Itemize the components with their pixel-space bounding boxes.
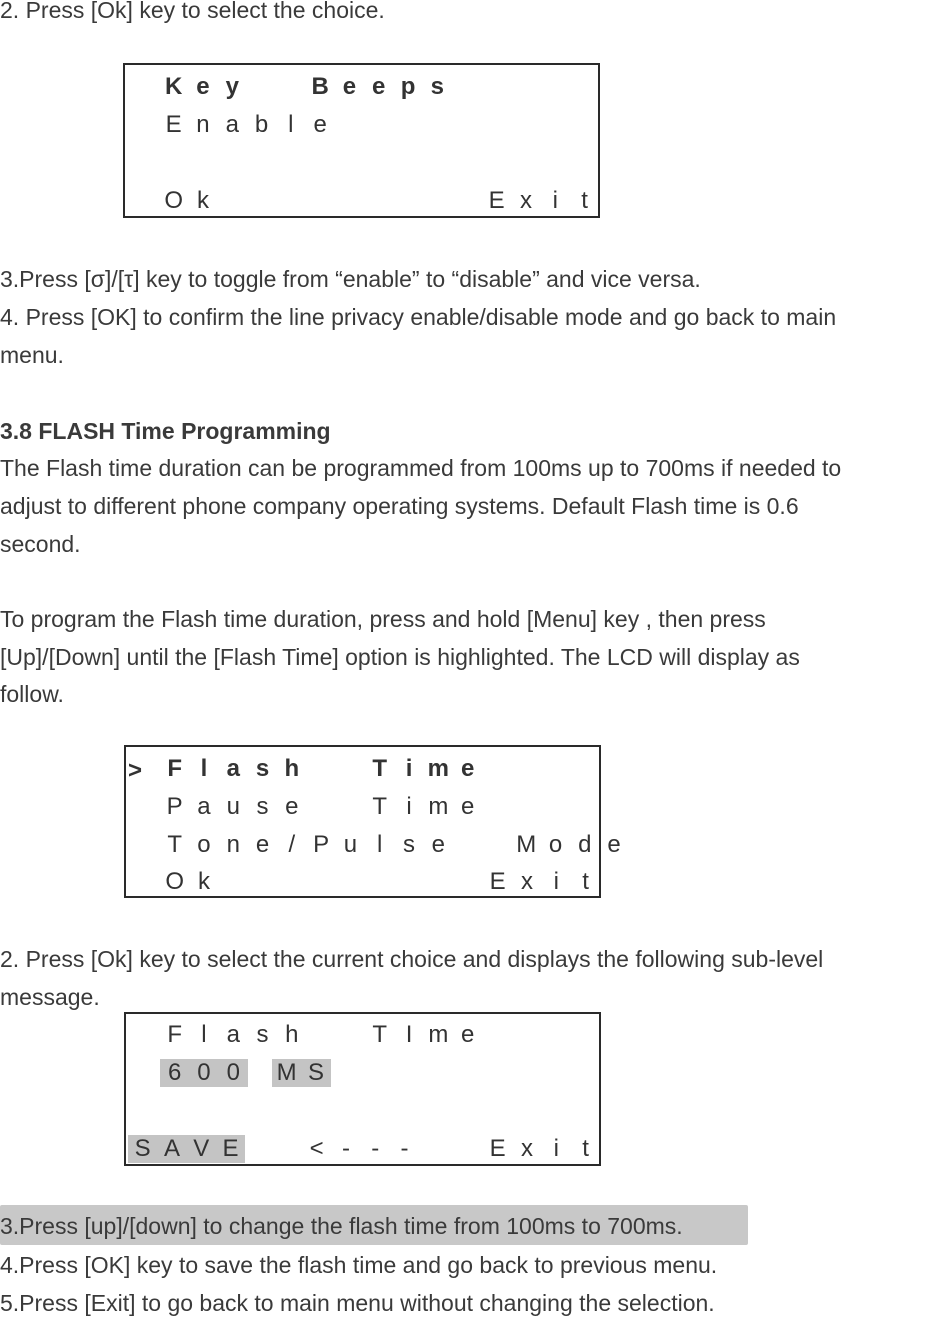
program-line3: follow.: [0, 681, 64, 707]
lcd-menu-item-flash-time: F l a s h T i m e: [167, 755, 475, 782]
step-change-time: 3.Press [up]/[down] to change the flash time from 100ms to 700ms.: [0, 1213, 683, 1239]
step-exit: 5.Press [Exit] to go back to main menu without changing the selection.: [0, 1290, 715, 1316]
lcd-key-beeps: [123, 63, 600, 218]
lcd-ok-label: O k: [165, 868, 210, 895]
lcd-exit-label: E x i t: [488, 187, 588, 214]
step-confirm-line1: 4. Press [OK] to confirm the line privacy enable/disable mode and go back to main: [0, 304, 837, 330]
lcd-selector-cursor: >: [128, 757, 143, 784]
program-line2: [Up]/[Down] until the [Flash Time] option is highlighted. The LCD will display as: [0, 644, 800, 670]
intro-line3: second.: [0, 531, 81, 557]
lcd-key-beeps-title: K e y B e e p s: [164, 73, 444, 100]
step-toggle: 3.Press [σ]/[τ] key to toggle from “enable” to “disable” and vice versa.: [0, 266, 701, 292]
lcd-flash-time-unit: M S: [272, 1059, 331, 1093]
intro-line2: adjust to different phone company operating systems. Default Flash time is 0.6: [0, 493, 799, 519]
lcd-menu: [124, 745, 621, 898]
lcd-exit-label: E x i t: [489, 868, 589, 895]
step-select-choice: 2. Press [Ok] key to select the choice.: [0, 0, 385, 23]
step-save: 4.Press [OK] key to save the flash time and go back to previous menu.: [0, 1252, 718, 1278]
lcd-flash-time: [124, 1012, 601, 1166]
step-sub-level-line1: 2. Press [Ok] key to select the current choice and displays the following sub-level: [0, 946, 824, 972]
lcd-flash-time-title: F l a s h T I m e: [167, 1021, 475, 1048]
intro-line1: The Flash time duration can be programmed from 100ms up to 700ms if needed to: [0, 455, 842, 481]
lcd-ok-label: O k: [164, 187, 209, 214]
lcd-back-arrow: < - - -: [309, 1135, 409, 1162]
lcd-menu-item-tone-pulse-mode: T o n e / P u l s e M o d e: [167, 831, 621, 858]
lcd-flash-time-value: 6 0 0: [160, 1059, 248, 1093]
program-line1: To program the Flash time duration, press and hold [Menu] key , then press: [0, 606, 766, 632]
section-heading: 3.8 FLASH Time Programming: [0, 418, 331, 444]
lcd-save-label: S A V E: [128, 1135, 245, 1169]
lcd-menu-item-pause-time: P a u s e T i m e: [166, 793, 475, 820]
lcd-key-beeps-value: E n a b l e: [165, 111, 327, 138]
step-confirm-line2: menu.: [0, 342, 64, 368]
lcd-exit-label: E x i t: [489, 1135, 589, 1162]
step-sub-level-line2: message.: [0, 984, 100, 1010]
